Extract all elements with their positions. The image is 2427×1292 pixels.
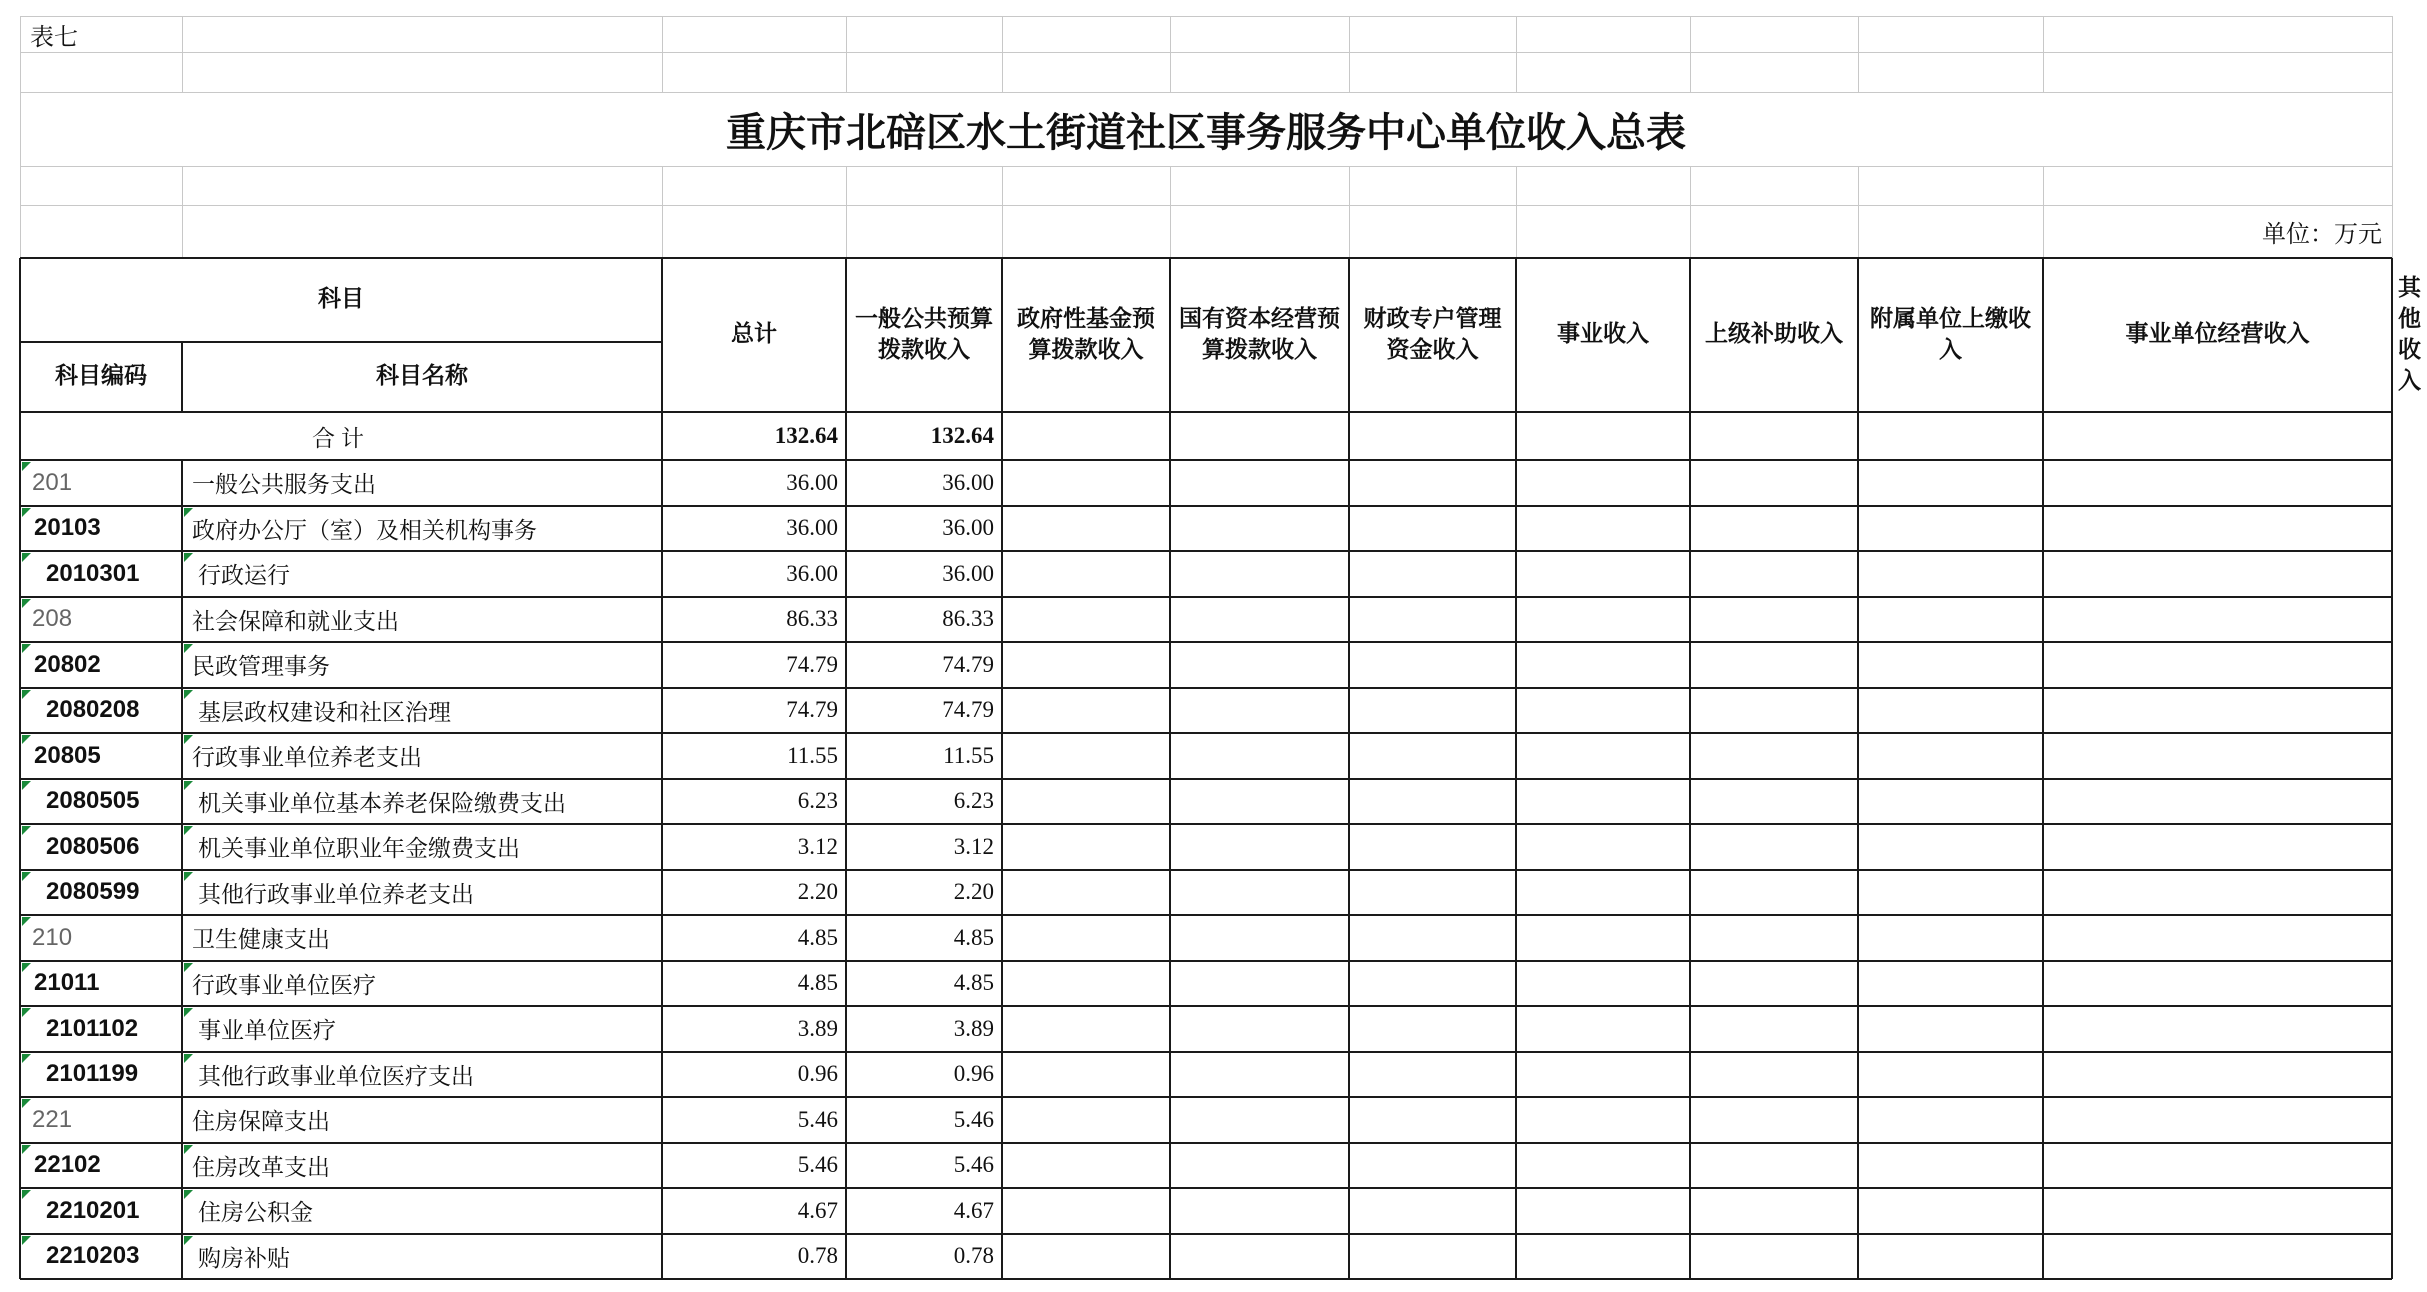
grid-line (1516, 16, 1517, 92)
number-as-text-indicator-icon (22, 872, 31, 881)
number-as-text-indicator-icon (22, 462, 31, 471)
page-title: 重庆市北碚区水土街道社区事务服务中心单位收入总表 (726, 108, 1686, 156)
subject-code-cell: 20802 (34, 650, 101, 678)
number-as-text-indicator-icon (184, 644, 193, 653)
total-cell: 0.96 (797, 1061, 838, 1087)
grid-line (846, 16, 847, 92)
general-budget-cell: 5.46 (953, 1106, 994, 1132)
grid-line (1858, 16, 1859, 92)
total-cell: 36.00 (786, 469, 838, 495)
grid-line (1857, 258, 1859, 1279)
number-as-text-indicator-icon (184, 1008, 193, 1017)
number-as-text-indicator-icon (22, 508, 31, 517)
number-as-text-indicator-icon (22, 781, 31, 790)
number-as-text-indicator-icon (22, 1145, 31, 1154)
grid-line (1170, 16, 1171, 92)
number-as-text-indicator-icon (184, 508, 193, 517)
subject-name-cell: 行政事业单位医疗 (192, 972, 376, 999)
general-budget-cell: 4.85 (953, 970, 994, 996)
grid-line (2392, 16, 2393, 92)
subject-code-cell: 20805 (34, 741, 101, 769)
subject-code-cell: 2010301 (46, 559, 140, 587)
number-as-text-indicator-icon (22, 735, 31, 744)
subject-code-cell: 20103 (34, 514, 101, 542)
number-as-text-indicator-icon (22, 1236, 31, 1245)
subject-name-cell: 住房改革支出 (192, 1154, 330, 1181)
total-cell: 86.33 (786, 606, 838, 632)
general-budget-cell: 3.12 (953, 833, 994, 859)
grid-line (20, 411, 2392, 413)
subject-code-cell: 2210201 (46, 1196, 140, 1224)
grid-line (182, 166, 183, 258)
total-cell: 36.00 (786, 515, 838, 541)
grid-line (20, 341, 662, 343)
general-budget-cell: 0.78 (953, 1243, 994, 1269)
general-budget-cell: 2.20 (953, 879, 994, 905)
grid-line (20, 960, 2392, 962)
table-number-label: 表七 (30, 22, 78, 51)
grid-line (1690, 16, 1691, 92)
grid-line (20, 869, 2392, 871)
column-header: 总计 (731, 321, 777, 348)
subject-name-cell: 住房保障支出 (192, 1109, 330, 1136)
total-cell: 36.00 (786, 560, 838, 586)
number-as-text-indicator-icon (22, 1099, 31, 1108)
grid-line (20, 1051, 2392, 1053)
grid-line (20, 166, 21, 258)
number-as-text-indicator-icon (22, 1008, 31, 1017)
number-as-text-indicator-icon (184, 1190, 193, 1199)
subject-code-cell: 22102 (34, 1151, 101, 1179)
subject-name-cell: 事业单位医疗 (198, 1018, 336, 1045)
number-as-text-indicator-icon (184, 826, 193, 835)
grid-line (1516, 166, 1517, 258)
grid-line (20, 778, 2392, 780)
total-cell: 2.20 (797, 879, 838, 905)
grid-line (1002, 166, 1003, 258)
subject-code-cell: 210 (32, 923, 73, 951)
grid-line (181, 342, 183, 412)
general-budget-cell: 11.55 (943, 742, 994, 768)
general-budget-cell: 3.89 (953, 1015, 994, 1041)
grid-line (20, 52, 2392, 53)
subject-name-cell: 卫生健康支出 (192, 927, 330, 954)
subject-code-cell: 2080505 (46, 787, 140, 815)
subject-code-cell: 2101102 (46, 1014, 139, 1042)
number-as-text-indicator-icon (22, 963, 31, 972)
number-as-text-indicator-icon (22, 1190, 31, 1199)
column-header: 一般公共预算拨款收入 (855, 305, 993, 363)
subject-name-cell: 其他行政事业单位医疗支出 (198, 1063, 474, 1090)
number-as-text-indicator-icon (184, 781, 193, 790)
total-cell: 6.23 (797, 788, 838, 814)
general-budget-cell: 4.67 (953, 1197, 994, 1223)
grid-line (1349, 166, 1350, 258)
grid-line (20, 1233, 2392, 1235)
grid-line (20, 459, 2392, 461)
grid-line (2042, 258, 2044, 1279)
subject-code-cell: 221 (32, 1105, 73, 1133)
total-row-total: 132.64 (774, 423, 838, 448)
subject-name-cell: 社会保障和就业支出 (192, 608, 399, 635)
grid-line (1001, 258, 1003, 1279)
subject-name-cell: 行政事业单位养老支出 (192, 745, 422, 772)
total-cell: 4.85 (797, 924, 838, 950)
column-header: 附属单位上缴收入 (1870, 305, 2031, 363)
total-cell: 5.46 (797, 1152, 838, 1178)
grid-line (1169, 258, 1171, 1279)
grid-line (2043, 16, 2044, 92)
grid-line (20, 257, 2392, 259)
subject-code-cell: 2210203 (46, 1242, 140, 1270)
number-as-text-indicator-icon (184, 872, 193, 881)
column-header: 其他收入 (2398, 274, 2421, 395)
subject-code-cell: 2080506 (46, 832, 140, 860)
subject-name-header: 科目名称 (376, 363, 468, 390)
number-as-text-indicator-icon (22, 553, 31, 562)
grid-line (1348, 258, 1350, 1279)
column-header: 事业单位经营收入 (2125, 321, 2310, 348)
general-budget-cell: 86.33 (942, 606, 994, 632)
grid-line (662, 16, 663, 92)
grid-line (20, 1278, 2392, 1280)
subject-name-cell: 政府办公厅（室）及相关机构事务 (192, 517, 537, 544)
number-as-text-indicator-icon (22, 1054, 31, 1063)
grid-line (845, 258, 847, 1279)
grid-line (1002, 16, 1003, 92)
column-header: 国有资本经营预算拨款收入 (1179, 305, 1340, 363)
general-budget-cell: 36.00 (942, 469, 994, 495)
grid-line (20, 1142, 2392, 1144)
column-header: 事业收入 (1557, 321, 1649, 348)
number-as-text-indicator-icon (22, 644, 31, 653)
grid-line (182, 16, 183, 92)
grid-line (20, 550, 2392, 552)
grid-line (20, 166, 2392, 167)
grid-line (181, 460, 183, 1279)
grid-line (20, 1005, 2392, 1007)
column-header: 政府性基金预算拨款收入 (1017, 305, 1155, 363)
subject-name-cell: 民政管理事务 (192, 654, 330, 681)
grid-line (1515, 258, 1517, 1279)
general-budget-cell: 5.46 (953, 1152, 994, 1178)
grid-line (661, 258, 663, 1279)
subject-name-cell: 其他行政事业单位养老支出 (198, 881, 474, 908)
grid-line (20, 914, 2392, 916)
subject-name-cell: 一般公共服务支出 (192, 472, 376, 499)
grid-line (1170, 166, 1171, 258)
grid-line (2392, 166, 2393, 258)
grid-line (2391, 258, 2393, 1279)
total-cell: 74.79 (786, 697, 838, 723)
general-budget-cell: 4.85 (953, 924, 994, 950)
grid-line (20, 641, 2392, 643)
subject-code-cell: 208 (32, 605, 73, 633)
subject-name-cell: 住房公积金 (198, 1200, 313, 1227)
general-budget-cell: 6.23 (953, 788, 994, 814)
grid-line (20, 16, 2392, 17)
column-header: 上级补助收入 (1705, 321, 1843, 348)
grid-line (1690, 166, 1691, 258)
subject-code-cell: 2101199 (46, 1060, 139, 1088)
total-cell: 11.55 (787, 742, 838, 768)
total-cell: 5.46 (797, 1106, 838, 1132)
total-cell: 3.12 (797, 833, 838, 859)
total-row-general-budget: 132.64 (930, 423, 994, 448)
total-cell: 0.78 (797, 1243, 838, 1269)
grid-line (20, 732, 2392, 734)
general-budget-cell: 0.96 (953, 1061, 994, 1087)
number-as-text-indicator-icon (184, 735, 193, 744)
general-budget-cell: 36.00 (942, 515, 994, 541)
number-as-text-indicator-icon (184, 553, 193, 562)
grid-line (20, 596, 2392, 598)
general-budget-cell: 74.79 (942, 697, 994, 723)
grid-line (20, 687, 2392, 689)
subject-name-cell: 基层政权建设和社区治理 (198, 699, 451, 726)
total-row-label: 合计 (312, 425, 370, 452)
total-cell: 4.67 (797, 1197, 838, 1223)
column-header: 财政专户管理资金收入 (1363, 305, 1502, 363)
subject-name-cell: 机关事业单位基本养老保险缴费支出 (198, 790, 566, 817)
number-as-text-indicator-icon (184, 1054, 193, 1063)
number-as-text-indicator-icon (22, 826, 31, 835)
number-as-text-indicator-icon (184, 963, 193, 972)
subject-code-cell: 2080599 (46, 878, 140, 906)
total-cell: 74.79 (786, 651, 838, 677)
grid-line (1349, 16, 1350, 92)
subject-name-cell: 机关事业单位职业年金缴费支出 (198, 836, 520, 863)
grid-line (2392, 92, 2393, 166)
subject-name-cell: 行政运行 (198, 563, 290, 590)
subject-code-cell: 21011 (34, 969, 100, 997)
grid-line (1689, 258, 1691, 1279)
subject-code-cell: 201 (32, 468, 73, 496)
grid-line (20, 823, 2392, 825)
unit-label: 单位：万元 (2262, 220, 2382, 248)
general-budget-cell: 74.79 (942, 651, 994, 677)
general-budget-cell: 36.00 (942, 560, 994, 586)
grid-line (662, 166, 663, 258)
total-cell: 4.85 (797, 970, 838, 996)
grid-line (846, 166, 847, 258)
subject-name-cell: 购房补贴 (198, 1245, 290, 1272)
number-as-text-indicator-icon (184, 690, 193, 699)
grid-line (20, 1096, 2392, 1098)
subject-code-cell: 2080208 (46, 696, 140, 724)
number-as-text-indicator-icon (184, 1236, 193, 1245)
number-as-text-indicator-icon (22, 690, 31, 699)
number-as-text-indicator-icon (22, 917, 31, 926)
grid-line (20, 505, 2392, 507)
grid-line (19, 258, 21, 1279)
number-as-text-indicator-icon (184, 1145, 193, 1154)
subject-code-header: 科目编码 (55, 363, 147, 390)
number-as-text-indicator-icon (22, 599, 31, 608)
grid-line (20, 1187, 2392, 1189)
subject-header: 科目 (318, 286, 364, 313)
total-cell: 3.89 (797, 1015, 838, 1041)
